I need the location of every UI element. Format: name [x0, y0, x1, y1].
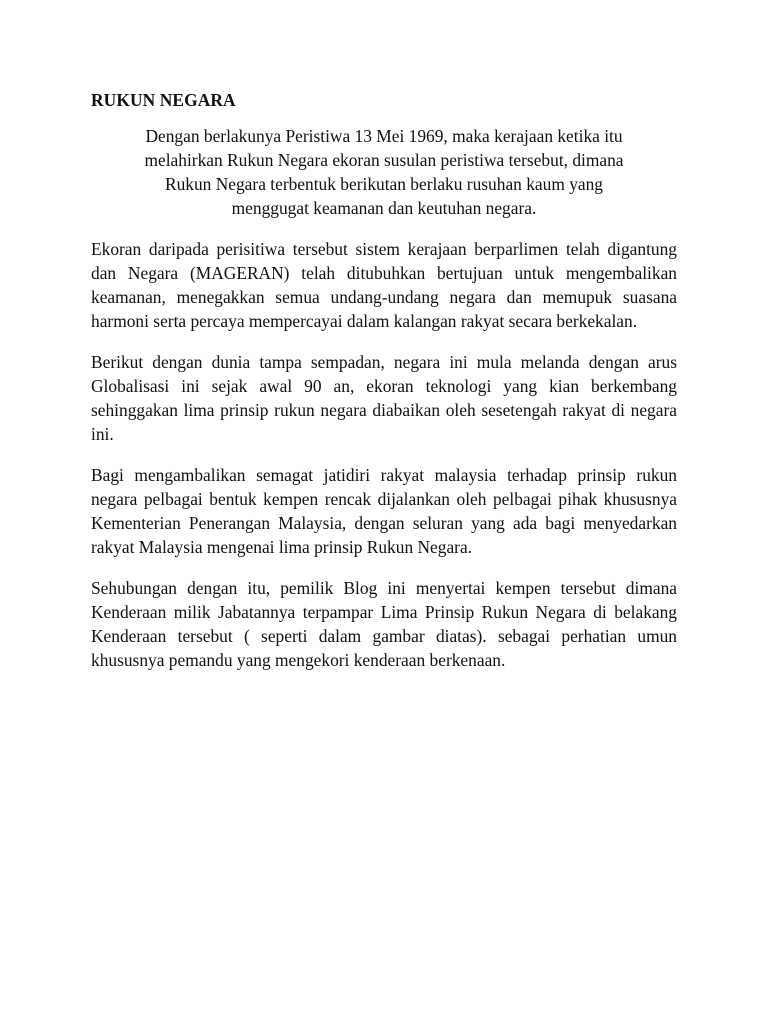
document-title: RUKUN NEGARA: [91, 90, 236, 110]
document-page: [91, 88, 677, 689]
intro-line: Rukun Negara terbentuk berikutan berlaku rusuhan kaum yang: [164, 174, 603, 194]
intro-line: melahirkan Rukun Negara ekoran susulan peristiwa tersebut, dimana: [144, 150, 624, 170]
body-paragraph-mageran: Ekoran daripada perisitiwa tersebut sistem kerajaan berparlimen telah digantung dan Negara (MAGERAN) telah ditubuhkan bertujuan untuk mengembalikan keamanan, menegakkan semua undang-undang negara dan memupuk suasana harmoni serta percaya mempercayai dalam kalangan rakyat secara berkekalan.: [91, 239, 677, 331]
intro-paragraph: [91, 124, 677, 220]
intro-line: menggugat keamanan dan keutuhan negara.: [231, 198, 537, 218]
intro-line: Dengan berlakunya Peristiwa 13 Mei 1969, maka kerajaan ketika itu: [145, 126, 623, 146]
body-paragraph-campaign: Bagi mengambalikan semagat jatidiri rakyat malaysia terhadap prinsip rukun negara pelbagai bentuk kempen rencak dijalankan oleh pelbagai pihak khususnya Kementerian Penerangan Malaysia, dengan seluran yang ada bagi menyedarkan rakyat Malaysia mengenai lima prinsip Rukun Negara.: [91, 465, 677, 557]
body-paragraph-blog-owner: Sehubungan dengan itu, pemilik Blog ini menyertai kempen tersebut dimana Kenderaan milik Jabatannya terpampar Lima Prinsip Rukun Negara di belakang Kenderaan tersebut ( seperti dalam gambar diatas). sebagai perhatian umun khususnya pemandu yang mengekori kenderaan berkenaan.: [91, 578, 677, 670]
body-paragraph-globalisation: Berikut dengan dunia tampa sempadan, negara ini mula melanda dengan arus Globalisasi ini sejak awal 90 an, ekoran teknologi yang kian berkembang sehinggakan lima prinsip rukun negara diabaikan oleh sesetengah rakyat di negara ini.: [91, 352, 677, 444]
